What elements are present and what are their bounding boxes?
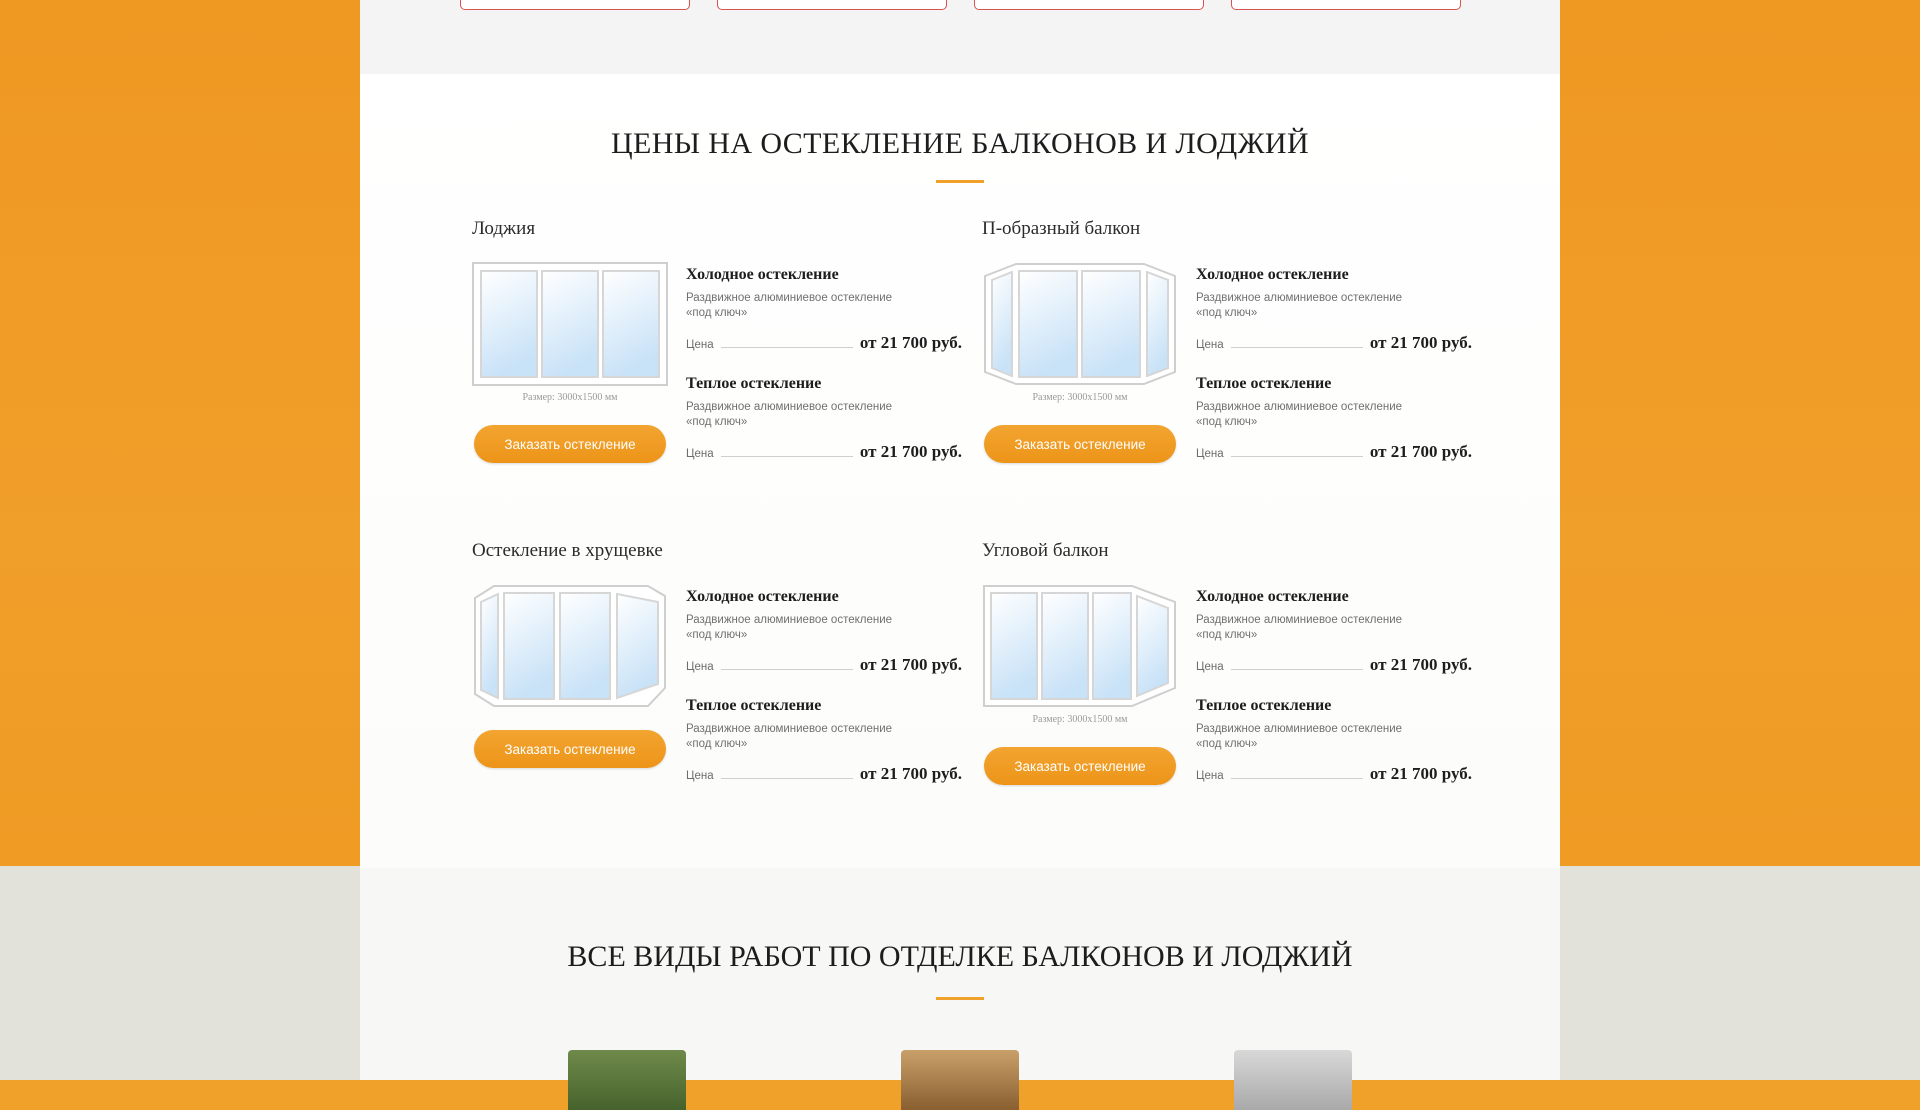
price-value: от 21 700 руб.: [1369, 442, 1472, 461]
offer-title: Теплое остекление: [686, 697, 822, 714]
window-size-caption: Размер: 3000х1500 мм: [522, 392, 618, 403]
offer-title: Холодное остекление: [686, 588, 839, 605]
order-glazing-button[interactable]: Заказать остекление: [474, 425, 666, 463]
content-column: [360, 0, 1560, 1080]
price-row: [1196, 442, 1472, 462]
offer-description: Раздвижное алюминиевое остекление «под ключ»: [686, 292, 893, 319]
offer-description: Раздвижное алюминиевое остекление «под ключ»: [1196, 723, 1403, 750]
offer-description: Раздвижное алюминиевое остекление «под ключ»: [686, 401, 893, 428]
works-thumbnail-3[interactable]: [1234, 1050, 1352, 1110]
price-label: Цена: [686, 448, 714, 460]
window-size-caption: Размер: 3000х1500 мм: [1032, 714, 1128, 725]
price-card-title: Лоджия: [472, 218, 536, 239]
prices-title-divider: [936, 180, 984, 183]
works-thumbnail-1[interactable]: [568, 1050, 686, 1110]
price-leader-line: [721, 669, 853, 670]
offer-title: Холодное остекление: [1196, 588, 1349, 605]
offer-block: [1196, 697, 1472, 784]
price-card-u-shaped-balcony: [982, 218, 1472, 463]
price-value: от 21 700 руб.: [859, 442, 962, 461]
top-outline-button-3[interactable]: [974, 0, 1204, 10]
price-leader-line: [1231, 347, 1363, 348]
offer-title: Теплое остекление: [1196, 375, 1332, 392]
works-section-background: [360, 868, 1560, 1080]
price-card-title: Угловой балкон: [982, 540, 1109, 561]
price-card-khrushchevka: [472, 540, 962, 784]
price-value: от 21 700 руб.: [859, 655, 962, 674]
window-illustration-khrushchevka: [472, 584, 668, 708]
offer-title: Холодное остекление: [686, 266, 839, 283]
offer-description: Раздвижное алюминиевое остекление «под ключ»: [1196, 292, 1403, 319]
price-label: Цена: [686, 770, 714, 782]
order-glazing-button[interactable]: Заказать остекление: [984, 425, 1176, 463]
price-value: от 21 700 руб.: [1369, 655, 1472, 674]
price-row: [1196, 764, 1472, 784]
offer-block: [686, 266, 962, 353]
works-thumbnail-row: [360, 1050, 1560, 1110]
price-label: Цена: [1196, 661, 1224, 673]
price-label: Цена: [686, 661, 714, 673]
top-outline-button-1[interactable]: [460, 0, 690, 10]
price-value: от 21 700 руб.: [1369, 764, 1472, 783]
upper-grey-band: [360, 0, 1560, 74]
offer-description: Раздвижное алюминиевое остекление «под ключ»: [686, 614, 893, 641]
price-leader-line: [1231, 456, 1363, 457]
offer-title: Холодное остекление: [1196, 266, 1349, 283]
window-size-caption: Размер: 3000х1500 мм: [1032, 392, 1128, 403]
price-card-title: П-образный балкон: [982, 218, 1141, 239]
window-illustration-straight-3: [472, 262, 668, 386]
price-card-title: Остекление в хрущевке: [472, 540, 663, 561]
offer-block: [1196, 375, 1472, 462]
offer-description: Раздвижное алюминиевое остекление «под ключ»: [686, 723, 893, 750]
price-row: [686, 655, 962, 675]
price-leader-line: [721, 456, 853, 457]
order-glazing-button[interactable]: Заказать остекление: [474, 730, 666, 768]
price-leader-line: [721, 778, 853, 779]
price-label: Цена: [1196, 770, 1224, 782]
offer-description: Раздвижное алюминиевое остекление «под ключ»: [1196, 614, 1403, 641]
offer-block: [686, 697, 962, 784]
price-value: от 21 700 руб.: [859, 764, 962, 783]
price-row: [686, 333, 962, 353]
price-row: [686, 764, 962, 784]
price-row: [1196, 333, 1472, 353]
top-outline-button-4[interactable]: [1231, 0, 1461, 10]
price-label: Цена: [1196, 448, 1224, 460]
window-illustration-u-shaped: [982, 262, 1178, 386]
price-card-corner-balcony: [982, 540, 1472, 785]
price-label: Цена: [1196, 339, 1224, 351]
top-outline-button-2[interactable]: [717, 0, 947, 10]
offer-block: [1196, 266, 1472, 353]
works-section-title: ВСЕ ВИДЫ РАБОТ ПО ОТДЕЛКЕ БАЛКОНОВ И ЛОДЖИЙ: [567, 940, 1353, 973]
price-row: [1196, 655, 1472, 675]
offer-block: [686, 375, 962, 462]
top-button-row: [360, 0, 1560, 10]
price-row: [686, 442, 962, 462]
offer-description: Раздвижное алюминиевое остекление «под ключ»: [1196, 401, 1403, 428]
offer-title: Теплое остекление: [686, 375, 822, 392]
price-value: от 21 700 руб.: [1369, 333, 1472, 352]
offer-block: [686, 588, 962, 675]
price-leader-line: [1231, 778, 1363, 779]
price-label: Цена: [686, 339, 714, 351]
works-title-divider: [936, 997, 984, 1000]
order-glazing-button[interactable]: Заказать остекление: [984, 747, 1176, 785]
price-leader-line: [721, 347, 853, 348]
price-card-lodzhiya: [472, 218, 962, 463]
window-illustration-corner: [982, 584, 1178, 708]
offer-block: [1196, 588, 1472, 675]
price-value: от 21 700 руб.: [859, 333, 962, 352]
price-leader-line: [1231, 669, 1363, 670]
prices-section-title: ЦЕНЫ НА ОСТЕКЛЕНИЕ БАЛКОНОВ И ЛОДЖИЙ: [610, 127, 1310, 160]
works-thumbnail-2[interactable]: [901, 1050, 1019, 1110]
offer-title: Теплое остекление: [1196, 697, 1332, 714]
